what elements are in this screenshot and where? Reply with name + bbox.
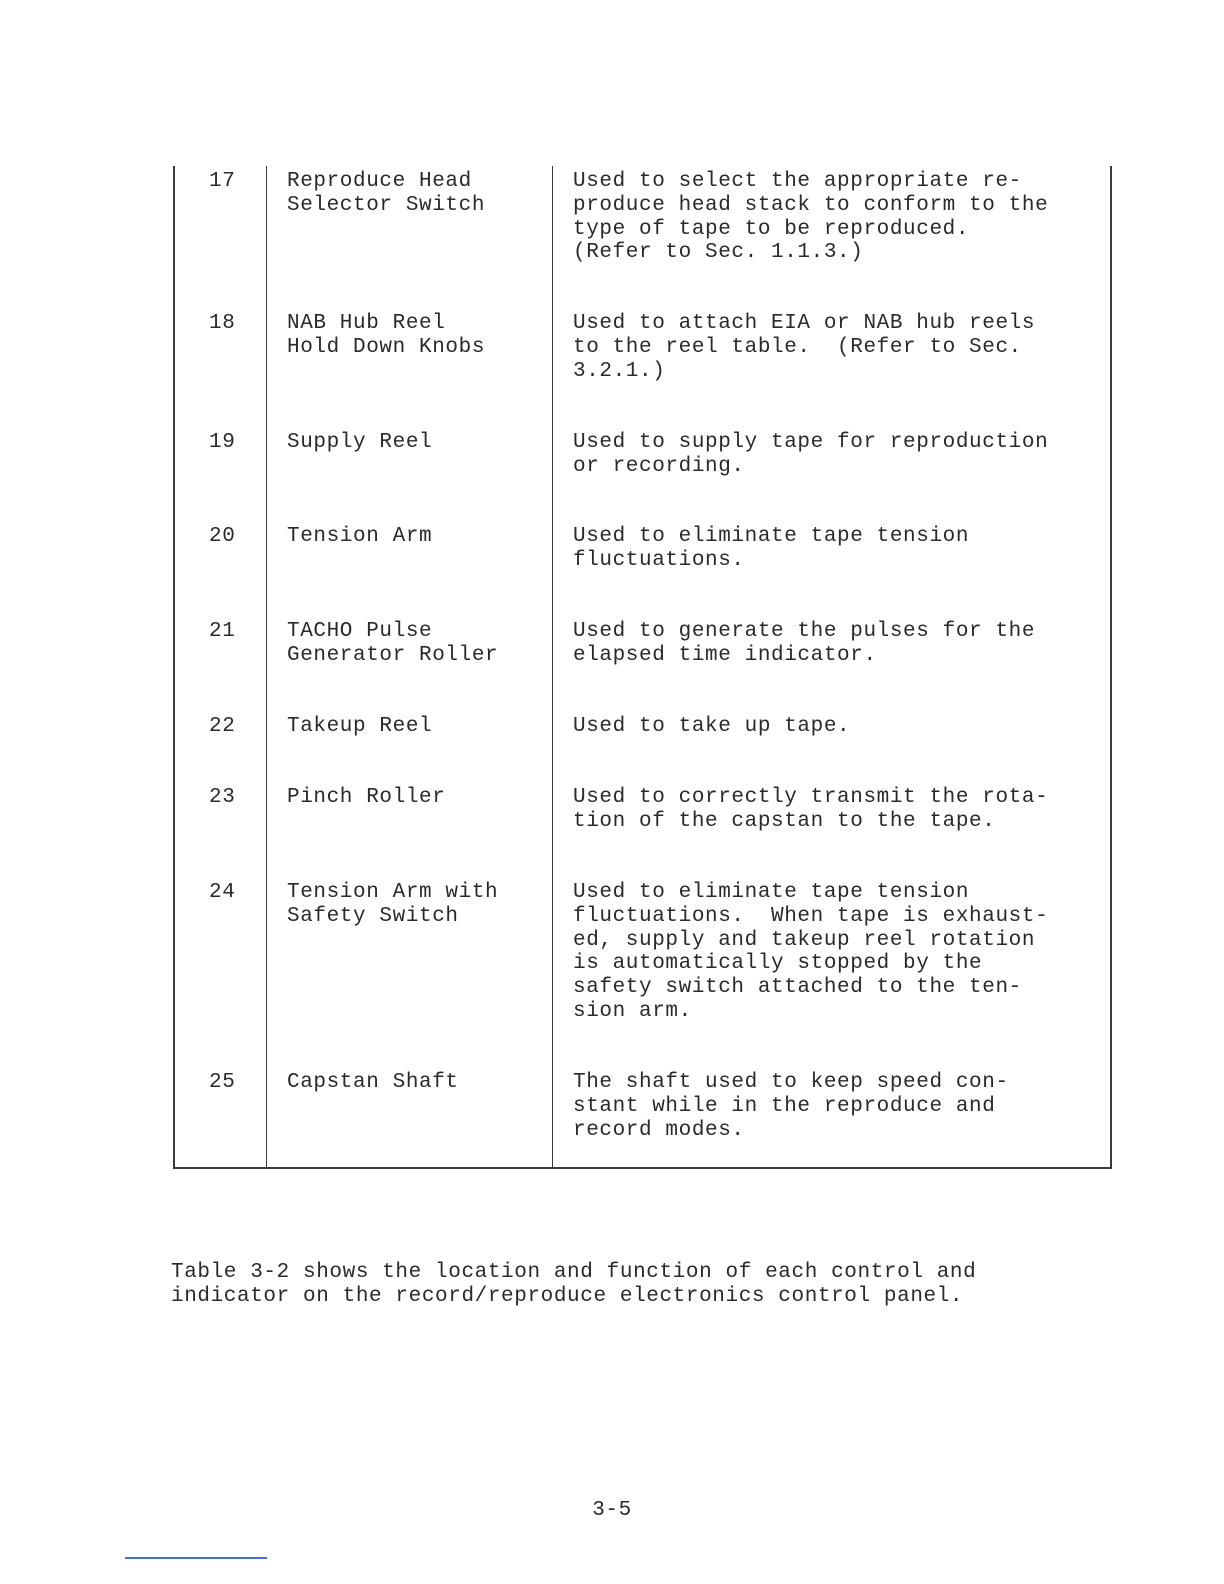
item-name: TACHO Pulse Generator Roller [287,620,499,667]
item-name: Pinch Roller [287,786,446,809]
item-description: Used to supply tape for reproduction or recording. [573,431,1049,478]
column-divider-1 [266,166,267,1167]
item-name: Takeup Reel [287,715,433,738]
item-number: 24 [209,881,236,904]
component-table [173,166,1112,1169]
page-number: 3-5 [592,1499,632,1522]
item-description: The shaft used to keep speed con- stant while in the reproduce and record modes. [573,1071,1009,1142]
item-name: Tension Arm with Safety Switch [287,881,499,928]
item-number: 18 [209,312,236,335]
item-description: Used to select the appropriate re- produce head stack to conform to the type of tape to be reproduced. (Refer to Sec. 1.1.3.) [573,170,1049,265]
item-number: 21 [209,620,236,643]
item-description: Used to eliminate tape tension fluctuations. [573,525,970,572]
item-number: 19 [209,431,236,454]
item-number: 17 [209,170,236,193]
item-number: 20 [209,525,236,548]
item-number: 25 [209,1071,236,1094]
item-name: NAB Hub Reel Hold Down Knobs [287,312,486,359]
item-description: Used to correctly transmit the rota- tion of the capstan to the tape. [573,786,1049,833]
footer-rule [125,1557,267,1559]
column-divider-2 [552,166,553,1167]
item-description: Used to eliminate tape tension fluctuations. When tape is exhaust- ed, supply and takeup reel rotation is automatically stopped by the safety switch attached to the ten- sion arm. [573,881,1049,1023]
item-description: Used to attach EIA or NAB hub reels to the reel table. (Refer to Sec. 3.2.1.) [573,312,1036,383]
item-description: Used to take up tape. [573,715,851,738]
item-name: Reproduce Head Selector Switch [287,170,486,217]
item-number: 23 [209,786,236,809]
table-caption-paragraph: Table 3-2 shows the location and function of each control and indicator on the record/reproduce electronics control panel. [171,1261,977,1308]
item-name: Supply Reel [287,431,433,454]
item-name: Capstan Shaft [287,1071,459,1094]
item-name: Tension Arm [287,525,433,548]
item-description: Used to generate the pulses for the elapsed time indicator. [573,620,1036,667]
item-number: 22 [209,715,236,738]
